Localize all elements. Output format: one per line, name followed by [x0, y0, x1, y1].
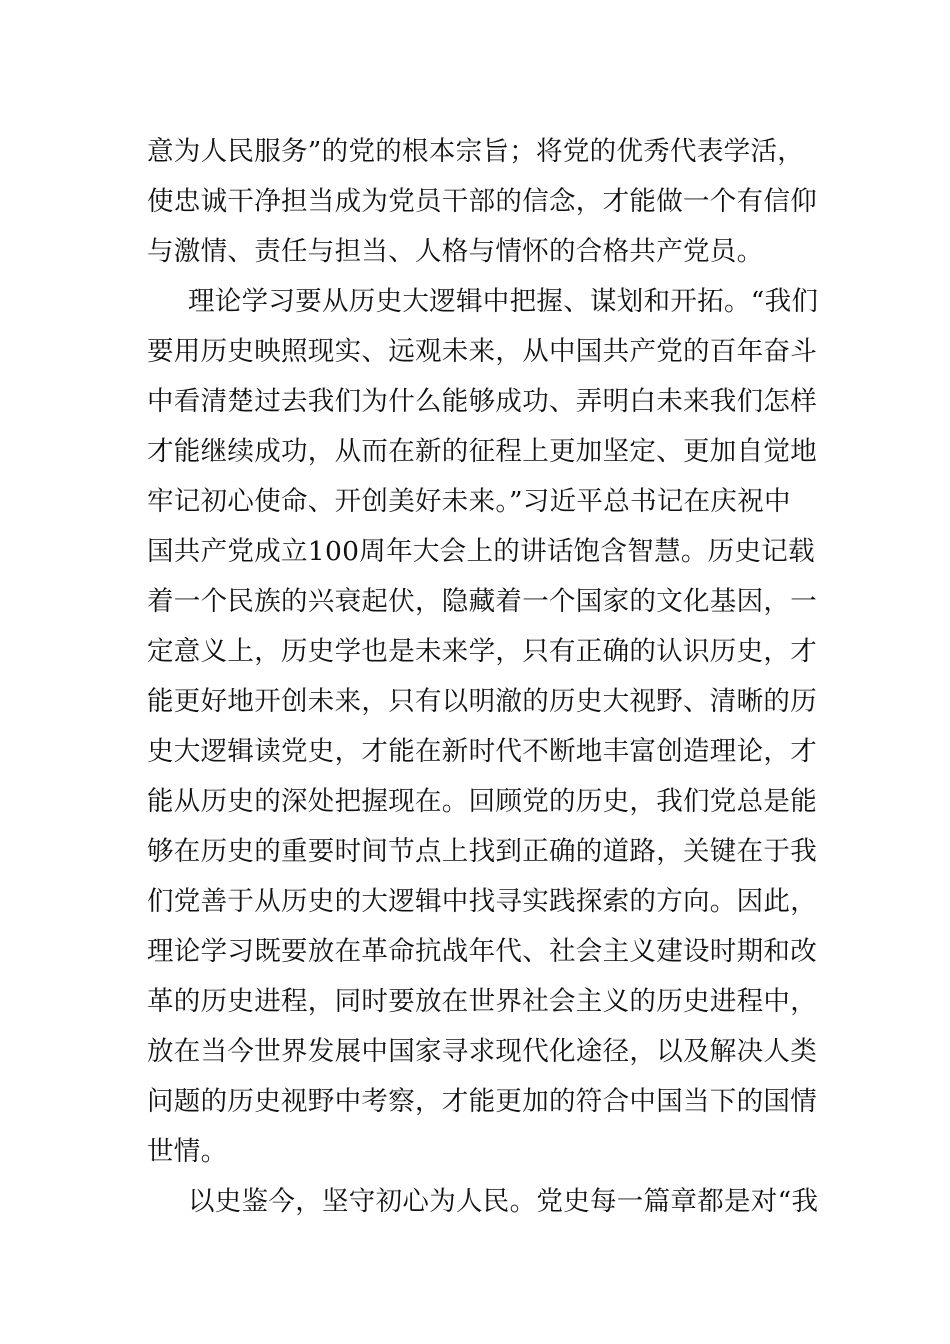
text-line: 放在当今世界发展中国家寻求现代化途径，以及解决人类 — [147, 1036, 817, 1067]
text-line: 史大逻辑读党史，才能在新时代不断地丰富创造理论，才 — [147, 736, 817, 767]
text-line: 中看清楚过去我们为什么能够成功、弄明白未来我们怎样 — [147, 386, 817, 417]
text-line: 革的历史进程，同时要放在世界社会主义的历史进程中， — [147, 986, 817, 1017]
paragraph-start-line: 以史鉴今，坚守初心为人民。党史每一篇章都是对“我 — [188, 1186, 819, 1217]
text-line: 才能继续成功，从而在新的征程上更加坚定、更加自觉地 — [147, 436, 817, 467]
text-line: 意为人民服务”的党的根本宗旨；将党的优秀代表学活， — [147, 136, 805, 167]
text-line: 问题的历史视野中考察，才能更加的符合中国当下的国情 — [147, 1086, 817, 1117]
text-line: 要用历史映照现实、远观未来，从中国共产党的百年奋斗 — [147, 336, 817, 367]
text-line: 能从历史的深处把握现在。回顾党的历史，我们党总是能 — [147, 786, 817, 817]
text-line: 牢记初心使命、开创美好未来。”习近平总书记在庆祝中 — [147, 486, 791, 517]
paragraph-start-line: 理论学习要从历史大逻辑中把握、谋划和开拓。“我们 — [188, 286, 819, 317]
text-line: 世情。 — [147, 1136, 228, 1167]
text-line: 使忠诚干净担当成为党员干部的信念，才能做一个有信仰 — [147, 186, 817, 217]
text-line: 与激情、责任与担当、人格与情怀的合格共产党员。 — [147, 236, 764, 267]
text-line: 们党善于从历史的大逻辑中找寻实践探索的方向。因此， — [147, 886, 817, 917]
text-line: 定意义上，历史学也是未来学，只有正确的认识历史，才 — [147, 636, 817, 667]
text-line: 理论学习既要放在革命抗战年代、社会主义建设时期和改 — [147, 936, 817, 967]
text-line: 够在历史的重要时间节点上找到正确的道路，关键在于我 — [147, 836, 817, 867]
text-line: 能更好地开创未来，只有以明澈的历史大视野、清晰的历 — [147, 686, 817, 717]
text-line: 国共产党成立100周年大会上的讲话饱含智慧。历史记载 — [147, 536, 815, 567]
text-line: 着一个民族的兴衰起伏，隐藏着一个国家的文化基因，一 — [147, 586, 817, 617]
